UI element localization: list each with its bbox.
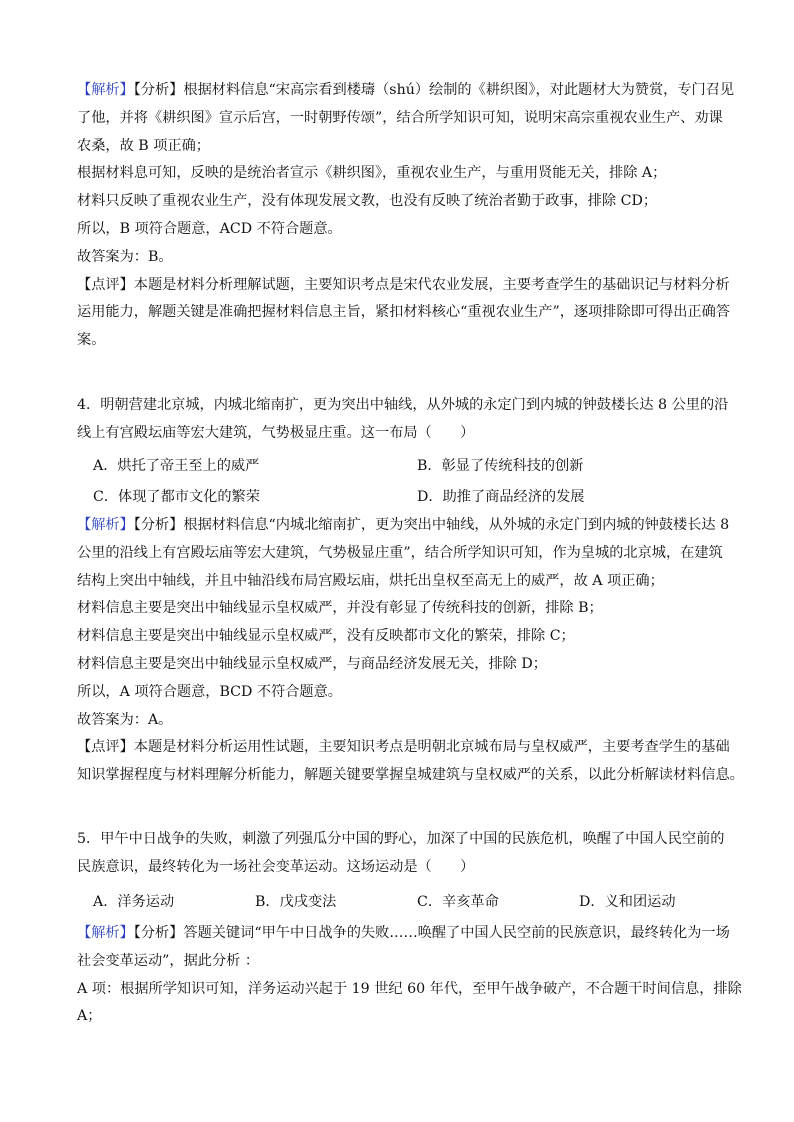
q3-comment-line: 【点评】本题是材料分析理解试题，主要知识考点是宋代农业发展，主要考查学生的基础识记与材料分析 <box>77 276 730 293</box>
q3-analysis-line: 了他，并将《耕织图》宣示后宫，一时朝野传颂”，结合所学知识可知，说明宋高宗重视农业生产、劝课 <box>77 109 723 126</box>
q4-option-b: B．彰显了传统科技的创新 <box>417 458 584 474</box>
q5-analysis-line: A； <box>77 1008 102 1025</box>
q5-stem-line: 5．甲午中日战争的失败，刺激了列强瓜分中国的野心，加深了中国的民族危机，唤醒了中国人民空前的 <box>77 831 725 847</box>
q4-analysis-line: 所以，A 项符合题意，BCD 不符合题意。 <box>77 683 342 700</box>
analysis-tag: 【解析】 <box>77 517 134 533</box>
q3-analysis-line: 【解析】【分析】根据材料信息“宋高宗看到楼璹（shú）绘制的《耕织图》，对此题材大为赞赏，专门召见 <box>77 82 735 98</box>
q5-option-c: C．辛亥革命 <box>417 894 499 910</box>
analysis-tag: 【解析】 <box>77 925 134 941</box>
q4-comment-line: 知识掌握程度与材料理解分析能力，解题关键要掌握皇城建筑与皇权威严的关系，以此分析解读材料信息。 <box>77 767 744 784</box>
q4-analysis-line: 结构上突出中轴线，并且中轴沿线布局宫殿坛庙，烘托出皇权至高无上的威严，故 A 项正确； <box>77 572 664 589</box>
q3-comment-line: 案。 <box>77 332 106 349</box>
q4-analysis-line: 公里的沿线上有宫殿坛庙等宏大建筑，气势极显庄重”，结合所学知识可知，作为皇城的北京城，在建筑 <box>77 544 723 561</box>
q4-stem-line: 线上有宫殿坛庙等宏大建筑，气势极显庄重。这一布局（ ） <box>77 424 475 441</box>
q5-analysis-block <box>77 920 742 1031</box>
q5-option-b: B．戊戌变法 <box>255 894 337 910</box>
q4-option-d: D．助推了商品经济的发展 <box>417 489 585 505</box>
q4-analysis-line: 材料信息主要是突出中轴线显示皇权威严，与商品经济发展无关，排除 D； <box>77 655 547 672</box>
q4-answer-line: 故答案为：A。 <box>77 711 173 728</box>
q5-option-a: A．洋务运动 <box>93 894 175 910</box>
q4-stem-line: 4．明朝营建北京城，内城北缩南扩，更为突出中轴线，从外城的永定门到内城的钟鼓楼长达 8 公里的沿 <box>77 397 729 413</box>
q3-analysis-line: 根据材料息可知，反映的是统治者宣示《耕织图》，重视农业生产，与重用贤能无关，排除 A； <box>77 165 667 182</box>
q3-analysis-line: 材料只反映了重视农业生产，没有体现发展文教，也没有反映了统治者勤于政事，排除 CD； <box>77 193 658 210</box>
q4-option-c: C．体现了都市文化的繁荣 <box>93 489 260 505</box>
q3-analysis-block <box>77 77 735 355</box>
q4-comment-line: 【点评】本题是材料分析运用性试题，主要知识考点是明朝北京城布局与皇权威严，主要考查学生的基础 <box>77 739 730 756</box>
q4-analysis-block <box>77 512 744 790</box>
q5-stem <box>77 826 725 882</box>
q5-option-d: D．义和团运动 <box>579 894 676 910</box>
q5-stem-line: 民族意识，最终转化为一场社会变革运动。这场运动是（ ） <box>77 858 475 875</box>
q5-analysis-line: 社会变革运动”，据此分析 ： <box>77 952 260 969</box>
q4-analysis-line: 材料信息主要是突出中轴线显示皇权威严，并没有彰显了传统科技的创新，排除 B； <box>77 600 603 617</box>
q4-analysis-line: 材料信息主要是突出中轴线显示皇权威严，没有反映都市文化的繁荣，排除 C； <box>77 628 575 645</box>
q3-analysis-line: 所以，B 项符合题意，ACD 不符合题意。 <box>77 220 342 237</box>
q4-analysis-line: 【解析】【分析】根据材料信息“内城北缩南扩，更为突出中轴线，从外城的永定门到内城的钟鼓楼长达 8 <box>77 517 730 533</box>
q4-stem <box>77 392 729 448</box>
q3-answer-line: 故答案为：B。 <box>77 248 173 265</box>
q5-analysis-line: 【解析】【分析】答题关键词“甲午中日战争的失败……唤醒了中国人民空前的民族意识，最终转化为一场 <box>77 925 730 941</box>
q4-option-a: A．烘托了帝王至上的威严 <box>93 458 260 474</box>
q3-comment-line: 运用能力，解题关键是准确把握材料信息主旨，紧扣材料核心“重视农业生产”，逐项排除即可得出正确答 <box>77 304 730 321</box>
q3-analysis-line: 农桑，故 B 项正确； <box>77 137 210 154</box>
q5-analysis-line: A 项：根据所学知识可知，洋务运动兴起于 19 世纪 60 年代，至甲午战争破产，不合题干时间信息，排除 <box>77 980 742 997</box>
analysis-tag: 【解析】 <box>77 82 134 98</box>
